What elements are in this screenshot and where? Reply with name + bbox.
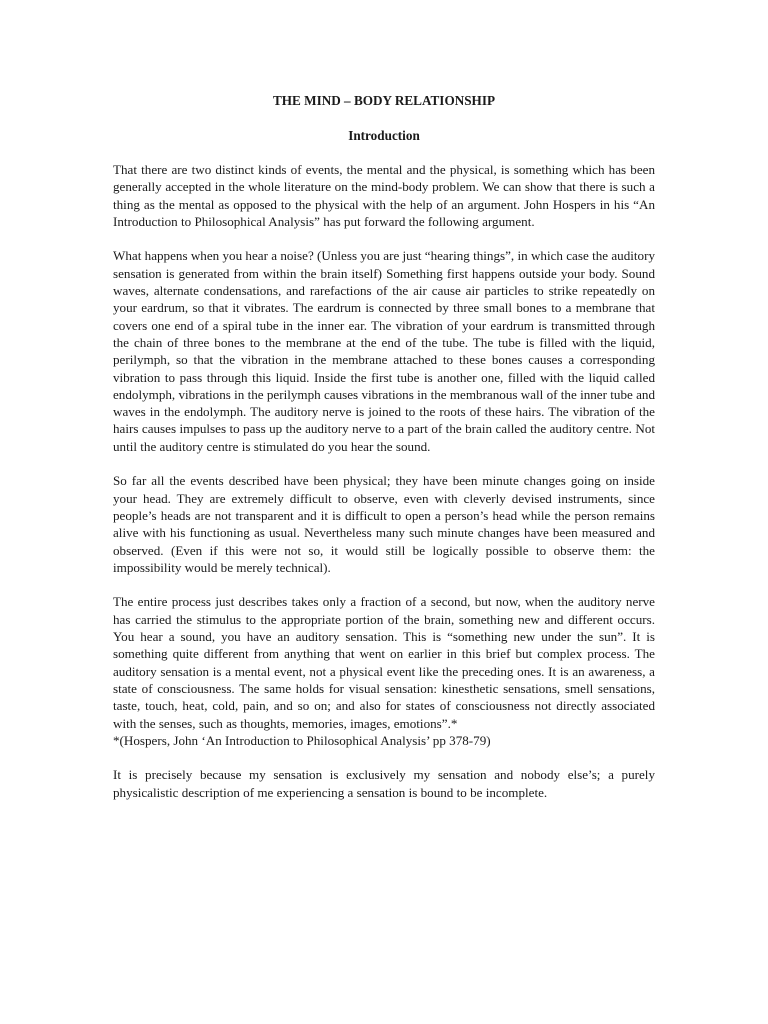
closing-paragraph: It is precisely because my sensation is exclusively my sensation and nobody else’s; a purely physicalistic description of me experiencing a sensation is bound to be incomplete.	[113, 767, 655, 800]
paragraph-4: The entire process just describes takes only a fraction of a second, but now, when the auditory nerve has carried the stimulus to the appropriate portion of the brain, something new and different occurs. You hear a sound, you have an auditory sensation. This is “something new under the sun”. It is something quite different from anything that went on earlier in this brief but complex process. The auditory sensation is a mental event, not a physical event like the preceding ones. It is an awareness, a state of consciousness. The same holds for visual sensation: kinesthetic sensations, smell sensations, taste, touch, heat, cold, pain, and so on; and also for states of consciousness not directly associated with the senses, such as thoughts, memories, images, emotions”.*	[113, 594, 655, 731]
citation: *(Hospers, John ‘An Introduction to Philosophical Analysis’ pp 378-79)	[113, 732, 491, 748]
section-heading: Introduction	[348, 128, 420, 143]
paragraph-1: That there are two distinct kinds of events, the mental and the physical, is something which has been generally accepted in the whole literature on the mind-body problem. We can show that there is such a thing as the mental as opposed to the physical with the help of an argument. John Hospers in his “An Introduction to Philosophical Analysis” has put forward the following argument.	[113, 162, 655, 229]
paragraph-2: What happens when you hear a noise? (Unless you are just “hearing things”, in which case the auditory sensation is generated from within the brain itself) Something first happens outside your body. Sound waves, alternate condensations, and rarefactions of the air cause air particles to strike repeatedly on your eardrum, so that it vibrates. The eardrum is connected by three small bones to a membrane that covers one end of a spiral tube in the inner ear. The vibration of your eardrum is transmitted through the chain of three bones to the membrane at the end of the tube. The tube is filled with the liquid, perilymph, so that the vibration in the membrane attached to these bones causes a corresponding vibration to pass through this liquid. Inside the first tube is another one, filled with the liquid called endolymph, vibrations in the perilymph causes vibrations in the membranous wall of the inner tube and waves in the endolymph. The auditory nerve is joined to the roots of these hairs. The vibration of the hairs causes impulses to pass up the auditory nerve to a part of the brain called the auditory centre. Not until the auditory centre is stimulated do you hear the sound.	[113, 248, 655, 454]
paragraph-3: So far all the events described have been physical; they have been minute changes going on inside your head. They are extremely difficult to observe, even with cleverly devised instruments, since people’s heads are not transparent and it is difficult to open a person’s head while the person remains alive with his functioning as usual. Nevertheless many such minute changes have been measured and observed. (Even if this were not so, it would still be logically possible to observe them: the impossibility would be merely technical).	[113, 473, 655, 575]
page-title: THE MIND – BODY RELATIONSHIP	[272, 93, 496, 108]
